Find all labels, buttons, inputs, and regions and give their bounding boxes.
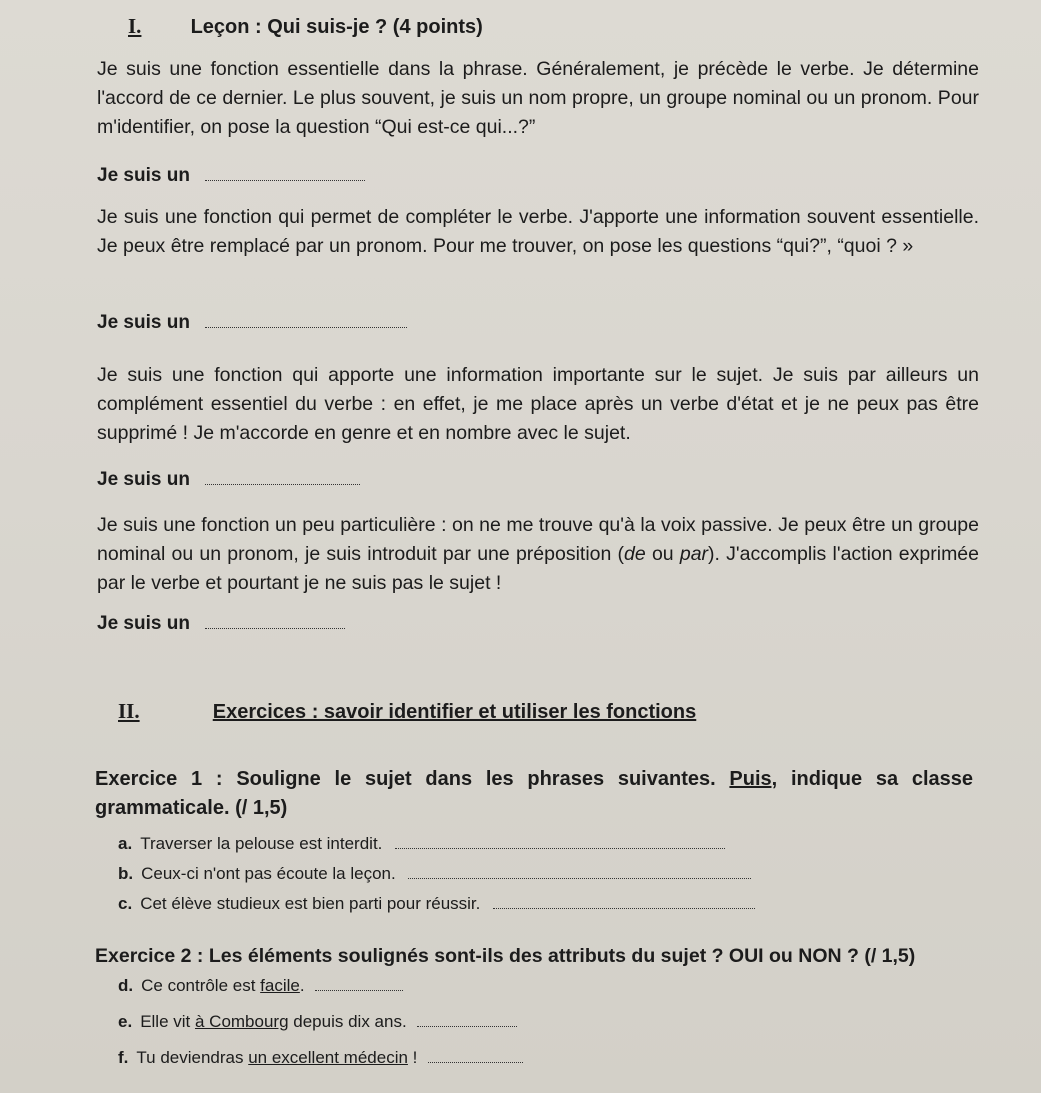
riddle-2-prompt: Je suis un [97, 312, 190, 333]
riddle-1-prompt: Je suis un [97, 165, 190, 186]
item-text: Traverser la pelouse est interdit. [140, 834, 383, 853]
riddle-3-blank[interactable] [205, 483, 360, 485]
riddle-4-prompt: Je suis un [97, 613, 190, 634]
riddle-3-prompt: Je suis un [97, 469, 190, 490]
lesson-heading [128, 14, 483, 39]
riddle-2-text: Je suis une fonction qui permet de compléter le verbe. J'apporte une information souvent essentielle. Je peux être remplacé par un pronom. Pour me trouver, on pose les questions “qui?”, “quoi ? » [97, 206, 979, 257]
lesson-number: I. [128, 14, 142, 38]
riddle-1-text: Je suis une fonction essentielle dans la phrase. Généralement, je précède le verbe. Je détermine l'accord de ce dernier. Le plus souvent, je suis un nom propre, un groupe nominal ou un pronom. Pour m'identifier, on pose la question “Qui est-ce qui...?” [97, 58, 979, 138]
riddle-4-text-after: ). J'accomplis l'action exprimée par le verbe et pourtant je ne suis pas le sujet ! [97, 543, 979, 594]
riddle-2-answer [97, 312, 407, 334]
exercise-1-item-c-blank[interactable] [493, 907, 755, 909]
item-underlined: un excellent médecin [248, 1048, 408, 1067]
exercise-2-item-d [118, 976, 403, 996]
item-letter: f. [118, 1048, 129, 1067]
item-text-after: . [299, 976, 305, 995]
item-underlined: facile [260, 976, 300, 995]
item-letter: c. [118, 894, 133, 913]
item-text-after: ! [407, 1048, 418, 1067]
item-text-before: Elle vit [140, 1012, 195, 1031]
item-text-before: Tu deviendras [136, 1048, 249, 1067]
riddle-1-answer [97, 165, 365, 187]
exercise-2-item-e [118, 1012, 517, 1032]
item-letter: a. [118, 834, 133, 853]
exercise-2-instruction: Exercice 2 : Les éléments soulignés sont-ils des attributs du sujet ? OUI ou NON ? (/ 1,5) [95, 945, 916, 967]
riddle-4-italic-par: par [679, 543, 709, 565]
exercise-2-item-f-blank[interactable] [428, 1061, 523, 1063]
item-text-after: depuis dix ans. [288, 1012, 407, 1031]
riddle-4-text-mid: ou [645, 543, 680, 565]
exercise-1-label-rest: indique sa classe grammaticale. (/ 1,5) [95, 768, 973, 819]
item-underlined: à Combourg [194, 1012, 289, 1031]
riddle-1-blank[interactable] [205, 179, 365, 181]
lesson-title: Leçon : Qui suis-je ? (4 points) [190, 16, 483, 38]
riddle-4-text-before: Je suis une fonction un peu particulière : on ne me trouve qu'à la voix passive. Je peux être un groupe nominal ou un pronom, je suis introduit par une préposition ( [97, 514, 979, 565]
item-letter: b. [118, 864, 134, 883]
exercises-title: Exercices : savoir identifier et utiliser les fonctions [212, 701, 697, 723]
exercise-1-instruction [95, 765, 973, 823]
exercise-1-label: Exercice 1 : Souligne le sujet dans les phrases suivantes. [95, 768, 730, 790]
item-letter: e. [118, 1012, 133, 1031]
riddle-4-text [97, 511, 979, 598]
riddle-3-answer [97, 469, 360, 491]
exercise-1-item-b-blank[interactable] [408, 877, 751, 879]
exercise-2-item-d-blank[interactable] [315, 989, 403, 991]
item-text: Cet élève studieux est bien parti pour réussir. [140, 894, 481, 913]
exercise-2-item-f [118, 1048, 523, 1068]
item-text-before: Ce contrôle est [141, 976, 261, 995]
item-letter: d. [118, 976, 134, 995]
exercises-heading [118, 699, 696, 724]
exercise-1-item-c [118, 894, 755, 914]
riddle-4-blank[interactable] [205, 627, 345, 629]
exercise-1-item-a [118, 834, 725, 854]
exercises-number: II. [118, 699, 140, 723]
riddle-2-blank[interactable] [205, 326, 407, 328]
riddle-4-answer [97, 613, 345, 635]
item-text: Ceux-ci n'ont pas écoute la leçon. [141, 864, 396, 883]
riddle-3-text: Je suis une fonction qui apporte une information importante sur le sujet. Je suis par ailleurs un complément essentiel du verbe : en effet, je me place après un verbe d'état et je ne peux pas être supprimé ! Je m'accorde en genre et en nombre avec le sujet. [97, 364, 979, 444]
riddle-4-italic-de: de [624, 543, 646, 565]
exercise-1-underlined-word: Puis, [729, 768, 778, 790]
exercise-1-item-b [118, 864, 751, 884]
exercise-1-item-a-blank[interactable] [395, 847, 725, 849]
exercise-2-item-e-blank[interactable] [417, 1025, 517, 1027]
